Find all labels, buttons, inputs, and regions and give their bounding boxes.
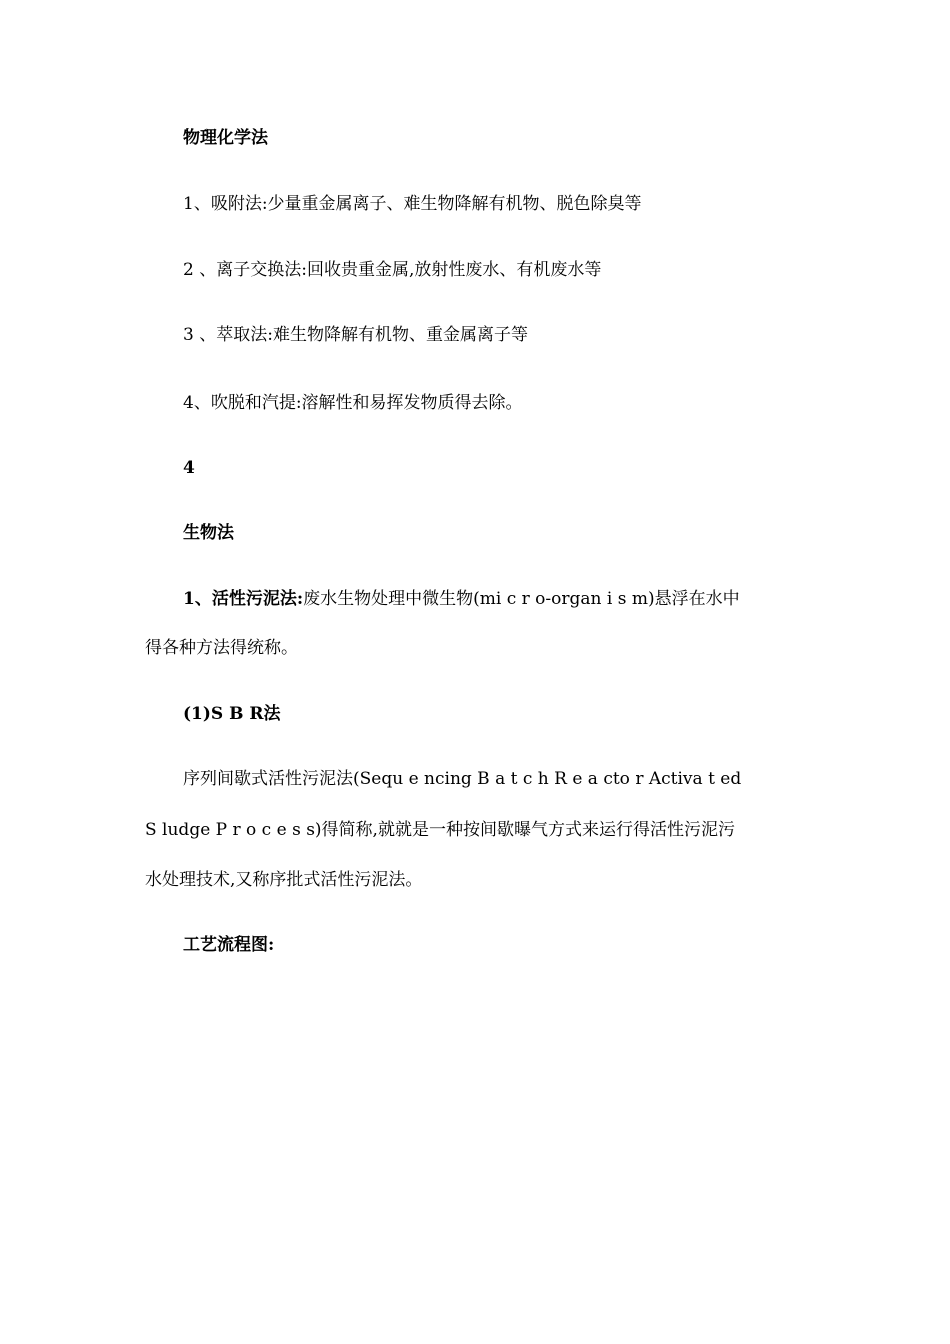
sbr-desc-line3: 水处理技术,又称序批式活性污泥法。 [145,870,423,890]
sbr-desc-line1: 序列间歇式活性污泥法(Sequ e ncing B a t c h R e a cto r Activa t ed [183,769,742,789]
sbr-desc-line2: S ludge P r o c e s s)得简称,就就是一种按间歇曝气方式来运行得活性污泥污 [145,820,735,840]
flowchart-heading: 工艺流程图: [183,935,275,955]
physchem-item-3: 3 、萃取法:难生物降解有机物、重金属离子等 [183,325,528,345]
physchem-item-2: 2 、离子交换法:回收贵重金属,放射性废水、有机废水等 [183,260,602,280]
bio-heading: 生物法 [183,523,234,543]
physchem-item-1: 1、吸附法:少量重金属离子、难生物降解有机物、脱色除臭等 [183,194,642,214]
activated-sludge-label: 1、活性污泥法: [183,589,304,609]
sbr-heading: (1)S B R法 [183,704,281,724]
activated-sludge-paragraph-line1 [183,587,740,611]
physchem-item-4: 4、吹脱和汽提:溶解性和易挥发物质得去除。 [183,393,523,413]
activated-sludge-text: 废水生物处理中微生物(mi c r o-organ i s m)悬浮在水中 [303,589,740,609]
physchem-heading: 物理化学法 [183,128,268,148]
section-number: 4 [183,458,195,478]
activated-sludge-paragraph-line2: 得各种方法得统称。 [145,638,298,658]
